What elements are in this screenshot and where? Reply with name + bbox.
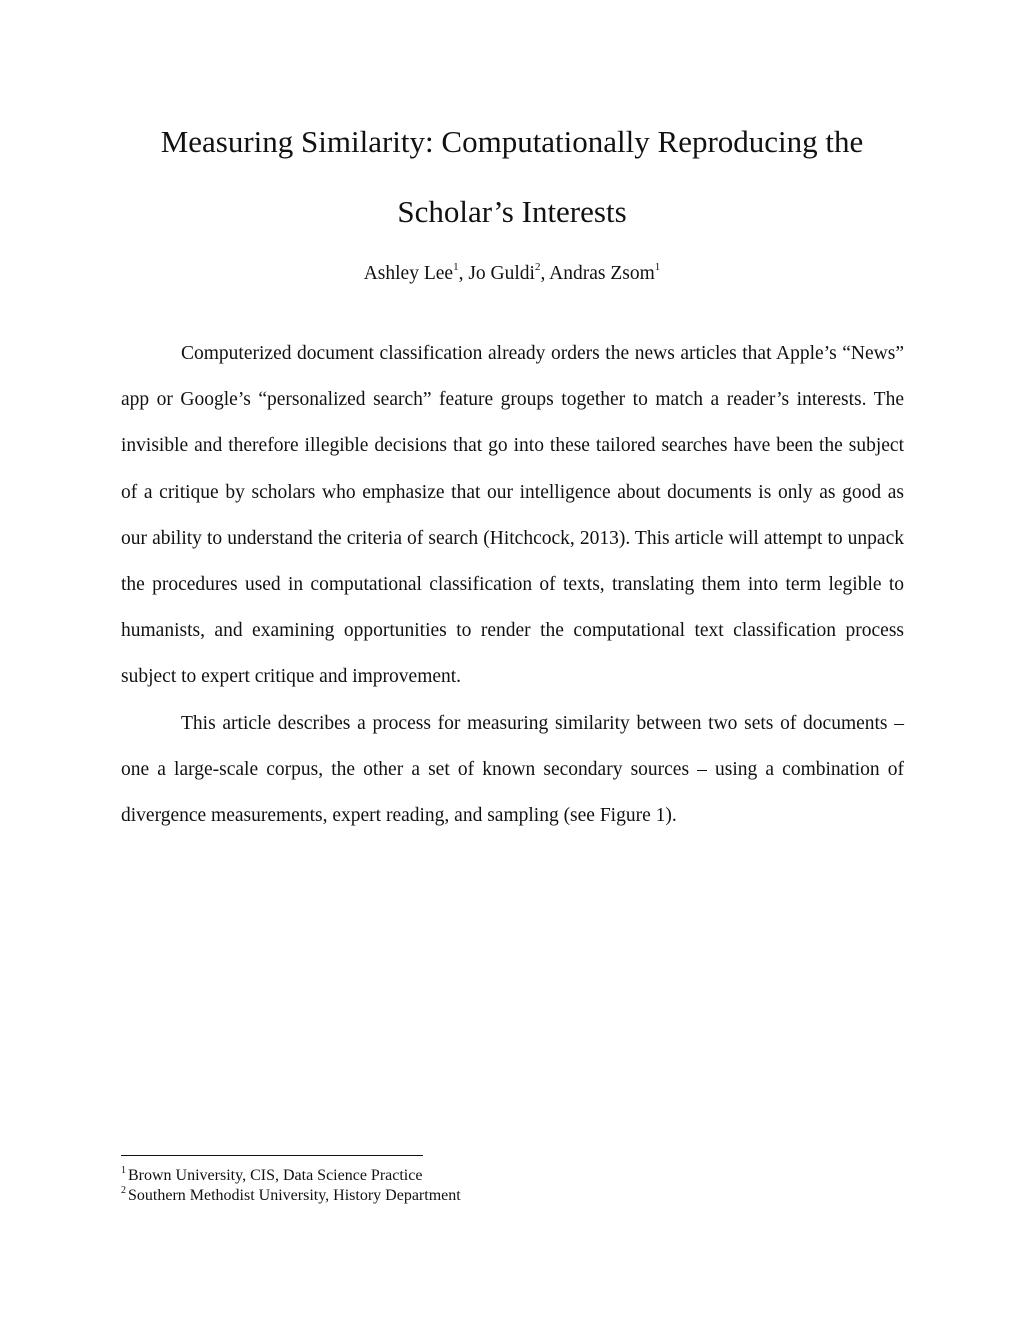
author-separator: ,	[540, 263, 550, 284]
author-name: Andras Zsom	[549, 263, 655, 284]
author-separator: ,	[458, 263, 469, 284]
footnote	[121, 1166, 422, 1186]
paper-title-line-2: Scholar’s Interests	[397, 194, 627, 229]
paragraph: This article describes a process for measuring similarity between two sets of documents – one a large-scale corpus, the other a set of known secondary sources – using a combination of divergence measurements, expert reading, and sampling (see Figure 1).	[121, 712, 904, 827]
footnote-text: Brown University, CIS, Data Science Practice	[128, 1167, 423, 1184]
body-text	[121, 331, 904, 839]
author-name: Jo Guldi	[468, 263, 535, 284]
affiliation-mark: 1	[453, 261, 459, 273]
paper-title-line-1: Measuring Similarity: Computationally Reproducing the	[160, 124, 864, 159]
author-name: Ashley Lee	[363, 263, 454, 284]
affiliation-mark: 1	[654, 261, 661, 273]
footnote-mark: 2	[121, 1185, 126, 1196]
footnote-text: Southern Methodist University, History Department	[128, 1187, 461, 1204]
footnote-mark: 1	[121, 1165, 126, 1176]
footnote-divider	[121, 1155, 423, 1156]
affiliation-mark: 2	[534, 261, 541, 273]
author-list	[120, 260, 904, 288]
footnote	[121, 1186, 461, 1206]
paragraph: Computerized document classification already orders the news articles that Apple’s “News” app or Google’s “personalized search” feature groups together to match a reader’s interests. The invisible and therefore illegible decisions that go into these tailored searches have been the subject of a critique by scholars who emphasize that our intelligence about documents is only as good as our ability to understand the criteria of search (Hitchcock, 2013). This article will attempt to unpack the procedures used in computational classification of texts, translating them into term legible to humanists, and examining opportunities to render the computational text classification process subject to expert critique and improvement.	[121, 343, 904, 688]
